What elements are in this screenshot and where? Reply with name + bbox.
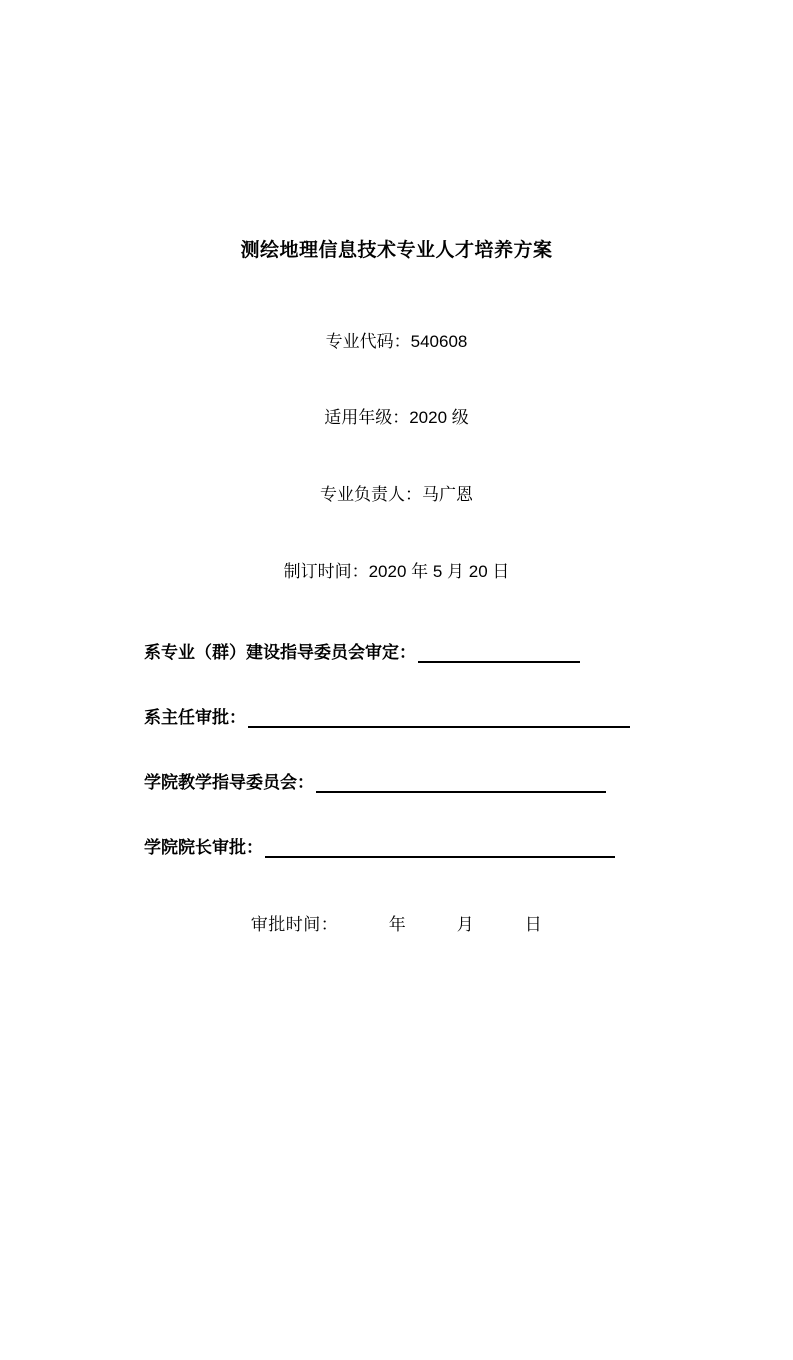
approval-time-day: 日 bbox=[524, 914, 543, 934]
approval-row bbox=[144, 833, 721, 858]
document-page bbox=[0, 238, 793, 1360]
meta-major-leader: 专业负责人：马广恩 bbox=[320, 485, 473, 505]
approval-signature-line-committee[interactable] bbox=[418, 646, 580, 663]
approval-time-prefix: 审批时间： bbox=[250, 914, 339, 934]
approval-time-year: 年 bbox=[388, 914, 407, 934]
approval-label-teaching-committee: 学院教学指导委员会： bbox=[144, 772, 314, 792]
meta-applicable-grade: 适用年级：2020 级 bbox=[324, 408, 469, 428]
meta-major-code: 专业代码：540608 bbox=[325, 331, 468, 351]
approval-signature-line-president[interactable] bbox=[265, 841, 615, 858]
approval-signature-line-teaching-committee[interactable] bbox=[316, 776, 606, 793]
approval-row bbox=[144, 703, 721, 728]
approval-time-row bbox=[72, 910, 721, 935]
meta-created-date: 制订时间：2020 年 5 月 20 日 bbox=[283, 561, 510, 581]
approval-time-month: 月 bbox=[456, 914, 475, 934]
approval-signature-line-department-head[interactable] bbox=[248, 711, 630, 728]
approval-row bbox=[144, 638, 721, 663]
page-title: 测绘地理信息技术专业人才培养方案 bbox=[240, 240, 553, 261]
approval-row bbox=[144, 768, 721, 793]
approval-label-department-head: 系主任审批： bbox=[144, 707, 246, 727]
approval-block bbox=[72, 638, 721, 858]
approval-label-committee: 系专业（群）建设指导委员会审定： bbox=[144, 642, 416, 662]
approval-label-president: 学院院长审批： bbox=[144, 837, 263, 857]
